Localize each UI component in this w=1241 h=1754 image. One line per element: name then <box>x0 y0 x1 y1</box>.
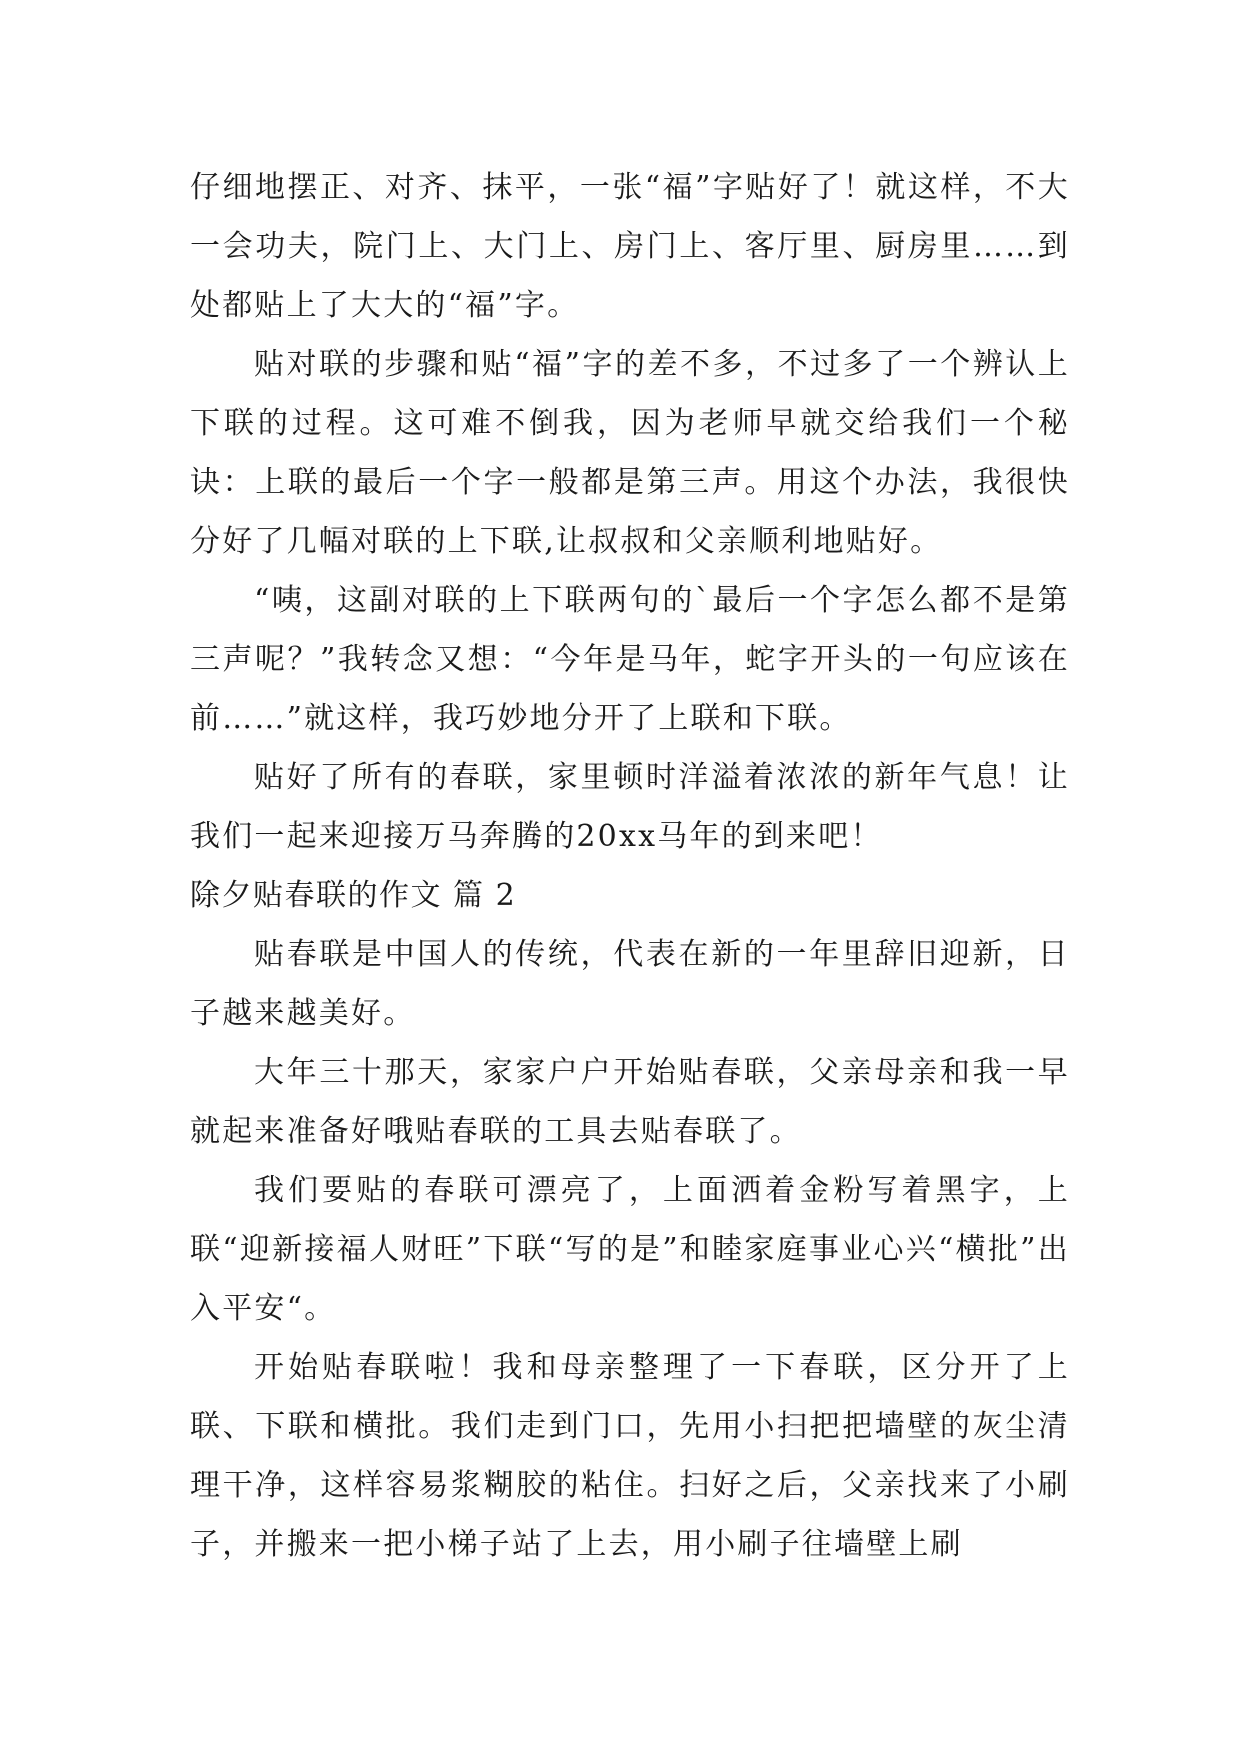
paragraph-5: 贴春联是中国人的传统，代表在新的一年里辞旧迎新，日子越来越美好。 <box>190 937 1070 1031</box>
section-heading: 除夕贴春联的作文 篇 2 <box>190 878 517 913</box>
paragraph-6: 大年三十那天，家家户户开始贴春联，父亲母亲和我一早就起来准备好哦贴春联的工具去贴春联了。 <box>190 1055 1070 1149</box>
paragraph-4: 贴好了所有的春联，家里顿时洋溢着浓浓的新年气息！让我们一起来迎接万马奔腾的20xx马年的到来吧！ <box>190 760 1070 854</box>
paragraph-7: 我们要贴的春联可漂亮了，上面洒着金粉写着黑字，上联“迎新接福人财旺”下联“写的是”和睦家庭事业心兴“横批”出入平安“。 <box>190 1173 1070 1326</box>
paragraph-2: 贴对联的步骤和贴“福”字的差不多，不过多了一个辨认上下联的过程。这可难不倒我，因为老师早就交给我们一个秘诀：上联的最后一个字一般都是第三声。用这个办法，我很快分好了几幅对联的上下联,让叔叔和父亲顺利地贴好。 <box>190 347 1070 559</box>
paragraph-8: 开始贴春联啦！我和母亲整理了一下春联，区分开了上联、下联和横批。我们走到门口，先用小扫把把墙壁的灰尘清理干净，这样容易浆糊胶的粘住。扫好之后，父亲找来了小刷子，并搬来一把小梯子站了上去，用小刷子往墙壁上刷 <box>190 1350 1070 1562</box>
paragraph-1: 仔细地摆正、对齐、抹平，一张“福”字贴好了！就这样，不大一会功夫，院门上、大门上、房门上、客厅里、厨房里……到处都贴上了大大的“福”字。 <box>190 170 1070 323</box>
document-body <box>190 158 1070 1574</box>
paragraph-3: “咦，这副对联的上下联两句的`最后一个字怎么都不是第三声呢？”我转念又想：“今年是马年，蛇字开头的一句应该在前……”就这样，我巧妙地分开了上联和下联。 <box>190 583 1070 736</box>
